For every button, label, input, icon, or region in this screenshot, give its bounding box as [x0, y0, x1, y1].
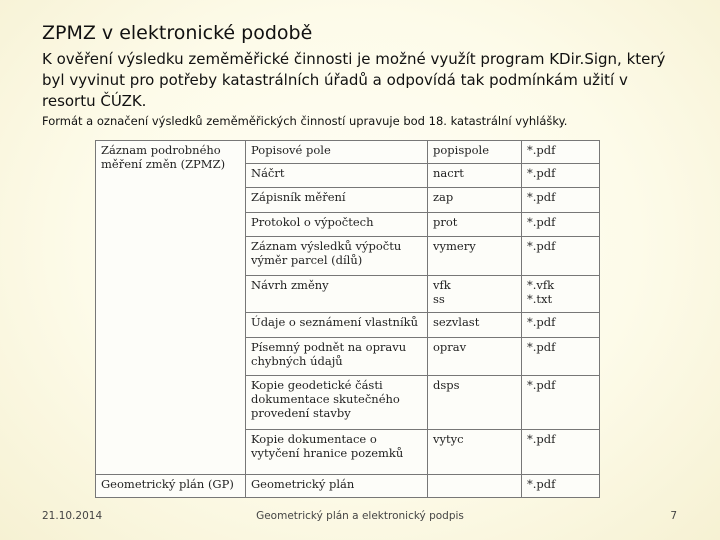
file-extension: *.pdf [522, 212, 600, 237]
file-code: prot [428, 212, 522, 237]
file-code: vfk ss [428, 276, 522, 313]
file-code: vymery [428, 237, 522, 276]
file-extension: *.pdf [522, 430, 600, 475]
file-code: zap [428, 188, 522, 213]
file-code: sezvlast [428, 313, 522, 338]
file-code: oprav [428, 337, 522, 375]
item-description: Náčrt [246, 163, 428, 188]
item-description: Písemný podnět na opravu chybných údajů [246, 337, 428, 375]
table-row [96, 141, 600, 164]
file-code: vytyc [428, 430, 522, 475]
file-code: dsps [428, 375, 522, 429]
file-extension: *.pdf [522, 313, 600, 338]
item-description: Protokol o výpočtech [246, 212, 428, 237]
file-extension: *.pdf [522, 337, 600, 375]
item-description: Návrh změny [246, 276, 428, 313]
file-extension: *.vfk *.txt [522, 276, 600, 313]
page-number: 7 [670, 510, 677, 522]
file-extension: *.pdf [522, 188, 600, 213]
file-code [428, 475, 522, 498]
item-description: Popisové pole [246, 141, 428, 164]
group-label-gp: Geometrický plán (GP) [96, 475, 246, 498]
item-description: Geometrický plán [246, 475, 428, 498]
item-description: Údaje o seznámení vlastníků [246, 313, 428, 338]
file-extension: *.pdf [522, 237, 600, 276]
table-row [96, 475, 600, 498]
file-extension: *.pdf [522, 475, 600, 498]
item-description: Zápisník měření [246, 188, 428, 213]
item-description: Kopie geodetické části dokumentace skutečného provedení stavby [246, 375, 428, 429]
footer-title: Geometrický plán a elektronický podpis [256, 510, 464, 522]
format-note: Formát a označení výsledků zeměměřických činností upravuje bod 18. katastrální vyhlášky. [42, 114, 568, 128]
slide-title: ZPMZ v elektronické podobě [42, 22, 313, 44]
item-description: Záznam výsledků výpočtu výměr parcel (dílů) [246, 237, 428, 276]
file-extension: *.pdf [522, 141, 600, 164]
item-description: Kopie dokumentace o vytyčení hranice pozemků [246, 430, 428, 475]
intro-paragraph: K ověření výsledku zeměměřické činnosti je možné využít program KDir.Sign, který byl vyvinut pro potřeby katastrálních úřadů a odpovídá tak podmínkám užití v resortu ČÚZK. [42, 50, 666, 110]
file-extension: *.pdf [522, 163, 600, 188]
file-code: nacrt [428, 163, 522, 188]
file-extension: *.pdf [522, 375, 600, 429]
file-format-table [95, 140, 600, 498]
group-label-zpmz: Záznam podrobného měření změn (ZPMZ) [96, 141, 246, 475]
file-code: popispole [428, 141, 522, 164]
footer-date: 21.10.2014 [42, 510, 103, 522]
